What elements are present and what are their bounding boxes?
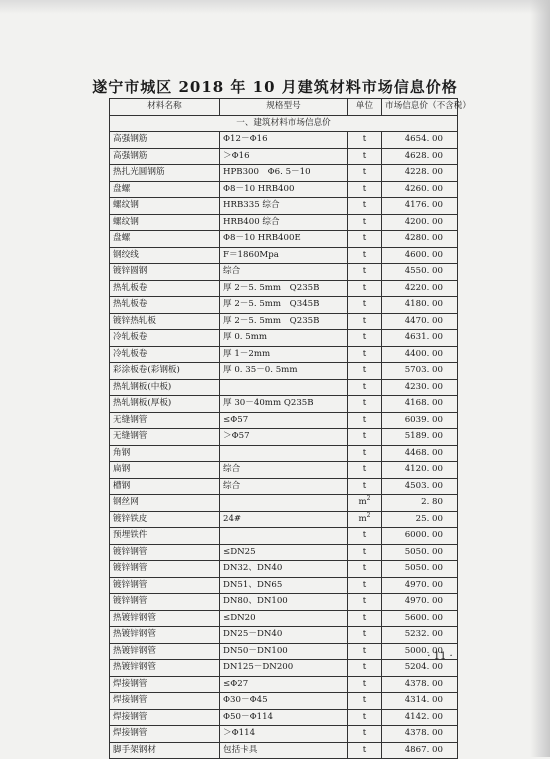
cell-spec: ＞Φ57 [220,429,348,446]
cell-spec: 厚 0. 35－0. 5mm [220,363,348,380]
unit-superscript: 2 [366,495,371,503]
cell-price: 4378. 00 [382,676,458,693]
cell-unit: t [348,709,382,726]
document-title: 遂宁市城区 2018 年 10 月建筑材料市场信息价格 [92,78,458,96]
cell-unit: t [348,594,382,611]
cell-price: 4230. 00 [382,379,458,396]
scan-shadow-top [0,0,550,14]
cell-unit: t [348,742,382,759]
cell-price: 4468. 00 [382,445,458,462]
cell-material-name: 彩涂板卷(彩钢板) [110,363,220,380]
cell-spec: HRB400 综合 [220,214,348,231]
table-row [110,313,458,330]
cell-price: 5232. 00 [382,627,458,644]
cell-spec [220,495,348,512]
cell-price: 4628. 00 [382,148,458,165]
cell-material-name: 焊接钢管 [110,726,220,743]
cell-price: 5703. 00 [382,363,458,380]
cell-spec: 厚 1－2mm [220,346,348,363]
cell-spec: ≤DN20 [220,610,348,627]
header-price: 市场信息价（不含税） [382,99,458,116]
cell-unit: t [348,726,382,743]
cell-unit: t [348,396,382,413]
cell-price: 5600. 00 [382,610,458,627]
cell-price: 4228. 00 [382,165,458,182]
cell-spec: 24# [220,511,348,528]
cell-material-name: 盘螺 [110,181,220,198]
table-row [110,330,458,347]
cell-spec: Φ50－Φ114 [220,709,348,726]
table-row [110,594,458,611]
cell-material-name: 槽钢 [110,478,220,495]
cell-spec: HRB335 综合 [220,198,348,215]
cell-material-name: 冷轧板卷 [110,330,220,347]
cell-price: 6039. 00 [382,412,458,429]
cell-price: 4970. 00 [382,594,458,611]
table-row [110,214,458,231]
cell-price: 4970. 00 [382,577,458,594]
cell-material-name: 冷轧板卷 [110,346,220,363]
cell-price: 4378. 00 [382,726,458,743]
cell-material-name: 镀锌钢管 [110,577,220,594]
table-row [110,165,458,182]
cell-material-name: 扁钢 [110,462,220,479]
cell-price: 5050. 00 [382,561,458,578]
cell-unit: t [348,610,382,627]
cell-spec: DN125－DN200 [220,660,348,677]
cell-material-name: 热镀锌钢管 [110,660,220,677]
cell-material-name: 焊接钢管 [110,709,220,726]
cell-material-name: 高强钢筋 [110,132,220,149]
table-row [110,181,458,198]
cell-spec: ＞Φ114 [220,726,348,743]
cell-unit: t [348,693,382,710]
cell-material-name: 镀锌圆钢 [110,264,220,281]
table-row [110,495,458,512]
table-row [110,231,458,248]
cell-unit: t [348,231,382,248]
cell-spec: 包括卡具 [220,742,348,759]
cell-spec: 厚 2－5. 5mm Q235B [220,313,348,330]
table-row [110,511,458,528]
cell-price: 4550. 00 [382,264,458,281]
cell-material-name: 热扎光圆钢筋 [110,165,220,182]
cell-price: 4200. 00 [382,214,458,231]
cell-spec [220,528,348,545]
cell-price: 4176. 00 [382,198,458,215]
cell-price: 2. 80 [382,495,458,512]
cell-unit: t [348,577,382,594]
cell-material-name: 角钢 [110,445,220,462]
table-row [110,610,458,627]
cell-unit: t [348,660,382,677]
section-row [110,115,458,132]
cell-spec: Φ8－10 HRB400E [220,231,348,248]
table-row [110,693,458,710]
cell-material-name: 焊接钢管 [110,693,220,710]
section-title: 一、建筑材料市场信息价 [110,115,458,132]
table-row [110,412,458,429]
cell-material-name: 预埋铁件 [110,528,220,545]
cell-spec [220,379,348,396]
cell-spec: 综合 [220,264,348,281]
cell-price: 4314. 00 [382,693,458,710]
cell-material-name: 热轧钢板(厚板) [110,396,220,413]
table-row [110,396,458,413]
cell-unit: t [348,247,382,264]
table-row [110,363,458,380]
cell-unit: t [348,132,382,149]
cell-spec: HPB300 Φ6. 5－10 [220,165,348,182]
cell-material-name: 热轧板卷 [110,297,220,314]
cell-spec: 厚 2－5. 5mm Q345B [220,297,348,314]
cell-unit: t [348,165,382,182]
cell-unit: t [348,676,382,693]
cell-price: 4631. 00 [382,330,458,347]
cell-spec: DN51、DN65 [220,577,348,594]
table-row [110,198,458,215]
cell-spec: DN50－DN100 [220,643,348,660]
cell-material-name: 镀锌钢管 [110,594,220,611]
cell-unit: t [348,346,382,363]
table-row [110,264,458,281]
cell-unit: t [348,528,382,545]
cell-spec: ≤Φ27 [220,676,348,693]
cell-spec: 综合 [220,478,348,495]
cell-unit: t [348,627,382,644]
cell-spec: DN25－DN40 [220,627,348,644]
cell-spec: DN80、DN100 [220,594,348,611]
header-spec: 规格型号 [220,99,348,116]
cell-price: 4600. 00 [382,247,458,264]
cell-unit: t [348,412,382,429]
table-row [110,379,458,396]
cell-price: 5189. 00 [382,429,458,446]
cell-price: 4142. 00 [382,709,458,726]
cell-material-name: 热镀锌钢管 [110,643,220,660]
cell-spec: ≤DN25 [220,544,348,561]
table-row [110,561,458,578]
cell-spec: 厚 2－5. 5mm Q235B [220,280,348,297]
cell-spec [220,445,348,462]
table-row [110,445,458,462]
cell-price: 4400. 00 [382,346,458,363]
table-row [110,148,458,165]
table-header-row [110,99,458,116]
table-row [110,742,458,759]
cell-spec: 厚 0. 5mm [220,330,348,347]
cell-unit: $m^2$ [348,495,382,512]
cell-unit: t [348,561,382,578]
cell-unit: t [348,198,382,215]
cell-material-name: 热轧钢板(中板) [110,379,220,396]
header-material-name: 材料名称 [110,99,220,116]
cell-material-name: 镀锌钢管 [110,544,220,561]
cell-price: 4168. 00 [382,396,458,413]
cell-material-name: 高强钢筋 [110,148,220,165]
cell-price: 4867. 00 [382,742,458,759]
cell-unit: t [348,181,382,198]
table-row [110,577,458,594]
cell-unit: t [348,445,382,462]
table-row [110,462,458,479]
cell-unit: t [348,330,382,347]
cell-unit: $m^2$ [348,511,382,528]
cell-spec: ≤Φ57 [220,412,348,429]
cell-price: 4120. 00 [382,462,458,479]
cell-material-name: 盘螺 [110,231,220,248]
scan-shadow-right [530,0,550,757]
table-row [110,297,458,314]
page-number: · 11 · [427,651,453,662]
table-row [110,627,458,644]
cell-price: 4470. 00 [382,313,458,330]
cell-price: 4180. 00 [382,297,458,314]
cell-spec: DN32、DN40 [220,561,348,578]
cell-price: 4280. 00 [382,231,458,248]
cell-spec: Φ30－Φ45 [220,693,348,710]
cell-price: 4220. 00 [382,280,458,297]
cell-unit: t [348,313,382,330]
cell-price: 5204. 00 [382,660,458,677]
cell-unit: t [348,363,382,380]
table-row [110,280,458,297]
table-row [110,247,458,264]
table-row [110,709,458,726]
cell-material-name: 无缝钢管 [110,429,220,446]
cell-material-name: 钢丝网 [110,495,220,512]
cell-material-name: 热镀锌钢管 [110,610,220,627]
cell-spec: Φ8－10 HRB400 [220,181,348,198]
cell-unit: t [348,643,382,660]
table-row [110,528,458,545]
cell-spec: 综合 [220,462,348,479]
table-row [110,132,458,149]
cell-price: 4503. 00 [382,478,458,495]
cell-material-name: 脚手架钢材 [110,742,220,759]
header-unit: 单位 [348,99,382,116]
cell-material-name: 无缝钢管 [110,412,220,429]
cell-spec: F＝1860Mpa [220,247,348,264]
cell-price: 25. 00 [382,511,458,528]
cell-unit: t [348,478,382,495]
cell-material-name: 热轧板卷 [110,280,220,297]
cell-unit: t [348,429,382,446]
cell-price: 5000. 00 [382,643,458,660]
cell-unit: t [348,148,382,165]
cell-spec: 厚 30－40mm Q235B [220,396,348,413]
cell-spec: ＞Φ16 [220,148,348,165]
cell-material-name: 焊接钢管 [110,676,220,693]
unit-superscript: 2 [366,511,371,519]
cell-spec: Φ12－Φ16 [220,132,348,149]
cell-price: 5050. 00 [382,544,458,561]
cell-material-name: 镀锌热轧板 [110,313,220,330]
cell-unit: t [348,214,382,231]
cell-price: 4260. 00 [382,181,458,198]
cell-unit: t [348,379,382,396]
cell-material-name: 螺纹钢 [110,214,220,231]
cell-material-name: 钢绞线 [110,247,220,264]
cell-material-name: 螺纹钢 [110,198,220,215]
table-row [110,478,458,495]
cell-material-name: 镀锌铁皮 [110,511,220,528]
cell-unit: t [348,297,382,314]
cell-price: 6000. 00 [382,528,458,545]
table-row [110,346,458,363]
table-row [110,676,458,693]
cell-unit: t [348,264,382,281]
cell-price: 4654. 00 [382,132,458,149]
table-row [110,429,458,446]
cell-material-name: 热镀锌钢管 [110,627,220,644]
table-row [110,726,458,743]
cell-material-name: 镀锌钢管 [110,561,220,578]
table-row [110,544,458,561]
cell-unit: t [348,544,382,561]
cell-unit: t [348,462,382,479]
cell-unit: t [348,280,382,297]
